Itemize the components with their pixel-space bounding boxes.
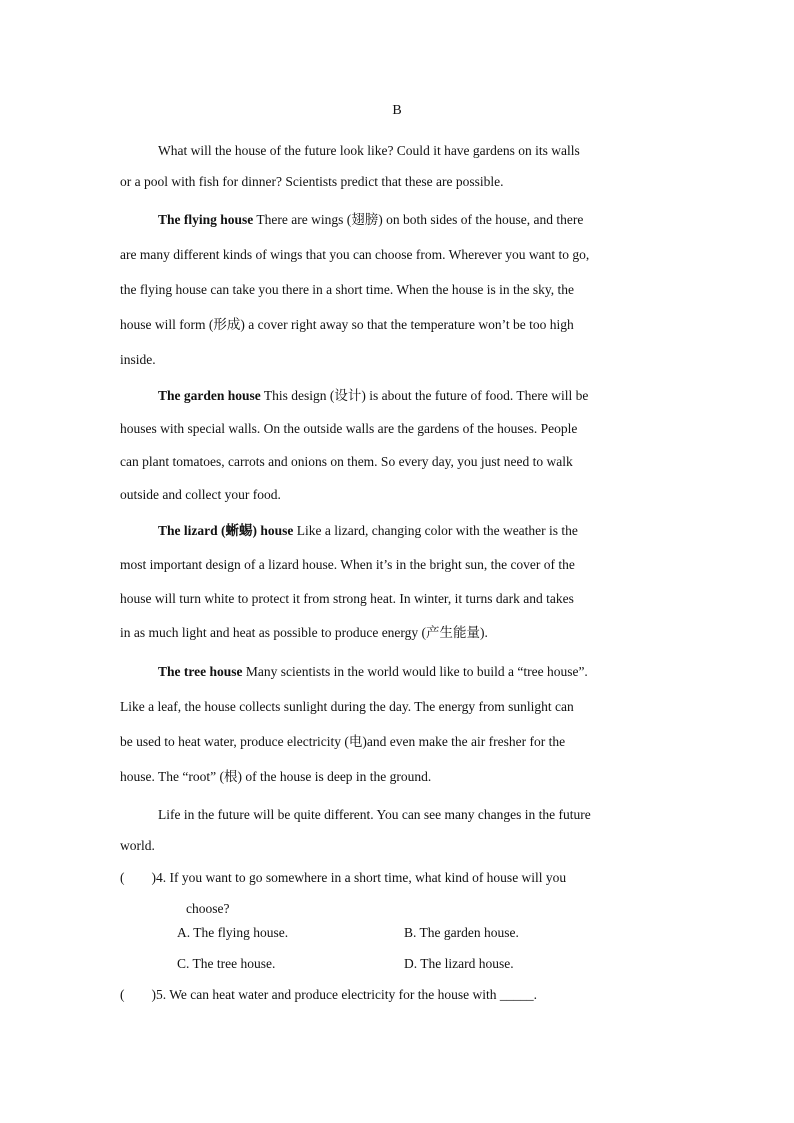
flying-house-paragraph <box>120 202 672 377</box>
lizard-line-2: most important design of a lizard house. When it’s in the bright sun, the cover of the <box>120 557 575 572</box>
garden-line-1: This design (设计) is about the future of food. There will be <box>260 388 589 403</box>
tree-line-3: be used to heat water, produce electricity (电)and even make the air fresher for the <box>120 734 566 749</box>
question-5 <box>120 987 672 1003</box>
intro-line-1: What will the house of the future look like? Could it have gardens on its walls <box>158 143 580 158</box>
question-4-option-b: B. The garden house. <box>404 925 519 940</box>
garden-line-4: outside and collect your food. <box>120 487 281 502</box>
question-4 <box>120 862 672 924</box>
lizard-line-3: house will turn white to protect it from strong heat. In winter, it turns dark and takes <box>120 591 574 606</box>
intro-line-2: or a pool with fish for dinner? Scientists predict that these are possible. <box>120 174 504 189</box>
garden-line-2: houses with special walls. On the outside walls are the gardens of the houses. People <box>120 421 578 436</box>
garden-house-paragraph <box>120 379 672 511</box>
lizard-line-1: Like a lizard, changing color with the weather is the <box>293 523 578 538</box>
flying-line-2: are many different kinds of wings that you can choose from. Wherever you want to go, <box>120 247 590 262</box>
question-5-bracket: ( )5. <box>120 987 167 1002</box>
flying-line-1: There are wings (翅膀) on both sides of the house, and there <box>253 212 584 227</box>
garden-house-heading: The garden house <box>158 388 261 403</box>
flying-line-4: house will form (形成) a cover right away so that the temperature won’t be too high <box>120 317 574 332</box>
tree-line-4: house. The “root” (根) of the house is deep in the ground. <box>120 769 432 784</box>
conclusion-paragraph <box>120 799 672 861</box>
flying-line-5: inside. <box>120 352 156 367</box>
garden-line-3: can plant tomatoes, carrots and onions on them. So every day, you just need to walk <box>120 454 573 469</box>
question-4-option-a: A. The flying house. <box>177 925 289 940</box>
flying-line-3: the flying house can take you there in a short time. When the house is in the sky, the <box>120 282 575 297</box>
intro-paragraph <box>120 135 672 197</box>
question-4-text-cont: choose? <box>186 901 230 916</box>
question-5-text: We can heat water and produce electricity for the house with _____. <box>166 987 538 1002</box>
lizard-house-heading: The lizard (蜥蜴) house <box>158 523 294 538</box>
flying-house-heading: The flying house <box>158 212 254 227</box>
lizard-house-paragraph <box>120 514 672 650</box>
tree-house-heading: The tree house <box>158 664 243 679</box>
tree-line-1: Many scientists in the world would like to build a “tree house”. <box>242 664 588 679</box>
conclusion-line-2: world. <box>120 838 155 853</box>
tree-house-paragraph <box>120 654 672 794</box>
tree-line-2: Like a leaf, the house collects sunlight during the day. The energy from sunlight can <box>120 699 574 714</box>
section-label: B <box>392 103 402 118</box>
question-4-option-c: C. The tree house. <box>177 956 276 971</box>
conclusion-line-1: Life in the future will be quite different. You can see many changes in the future <box>158 807 591 822</box>
question-4-bracket: ( )4. <box>120 870 167 885</box>
question-4-text: If you want to go somewhere in a short time, what kind of house will you <box>166 870 567 885</box>
lizard-line-4: in as much light and heat as possible to produce energy (产生能量). <box>120 625 488 640</box>
question-4-option-d: D. The lizard house. <box>404 956 514 971</box>
